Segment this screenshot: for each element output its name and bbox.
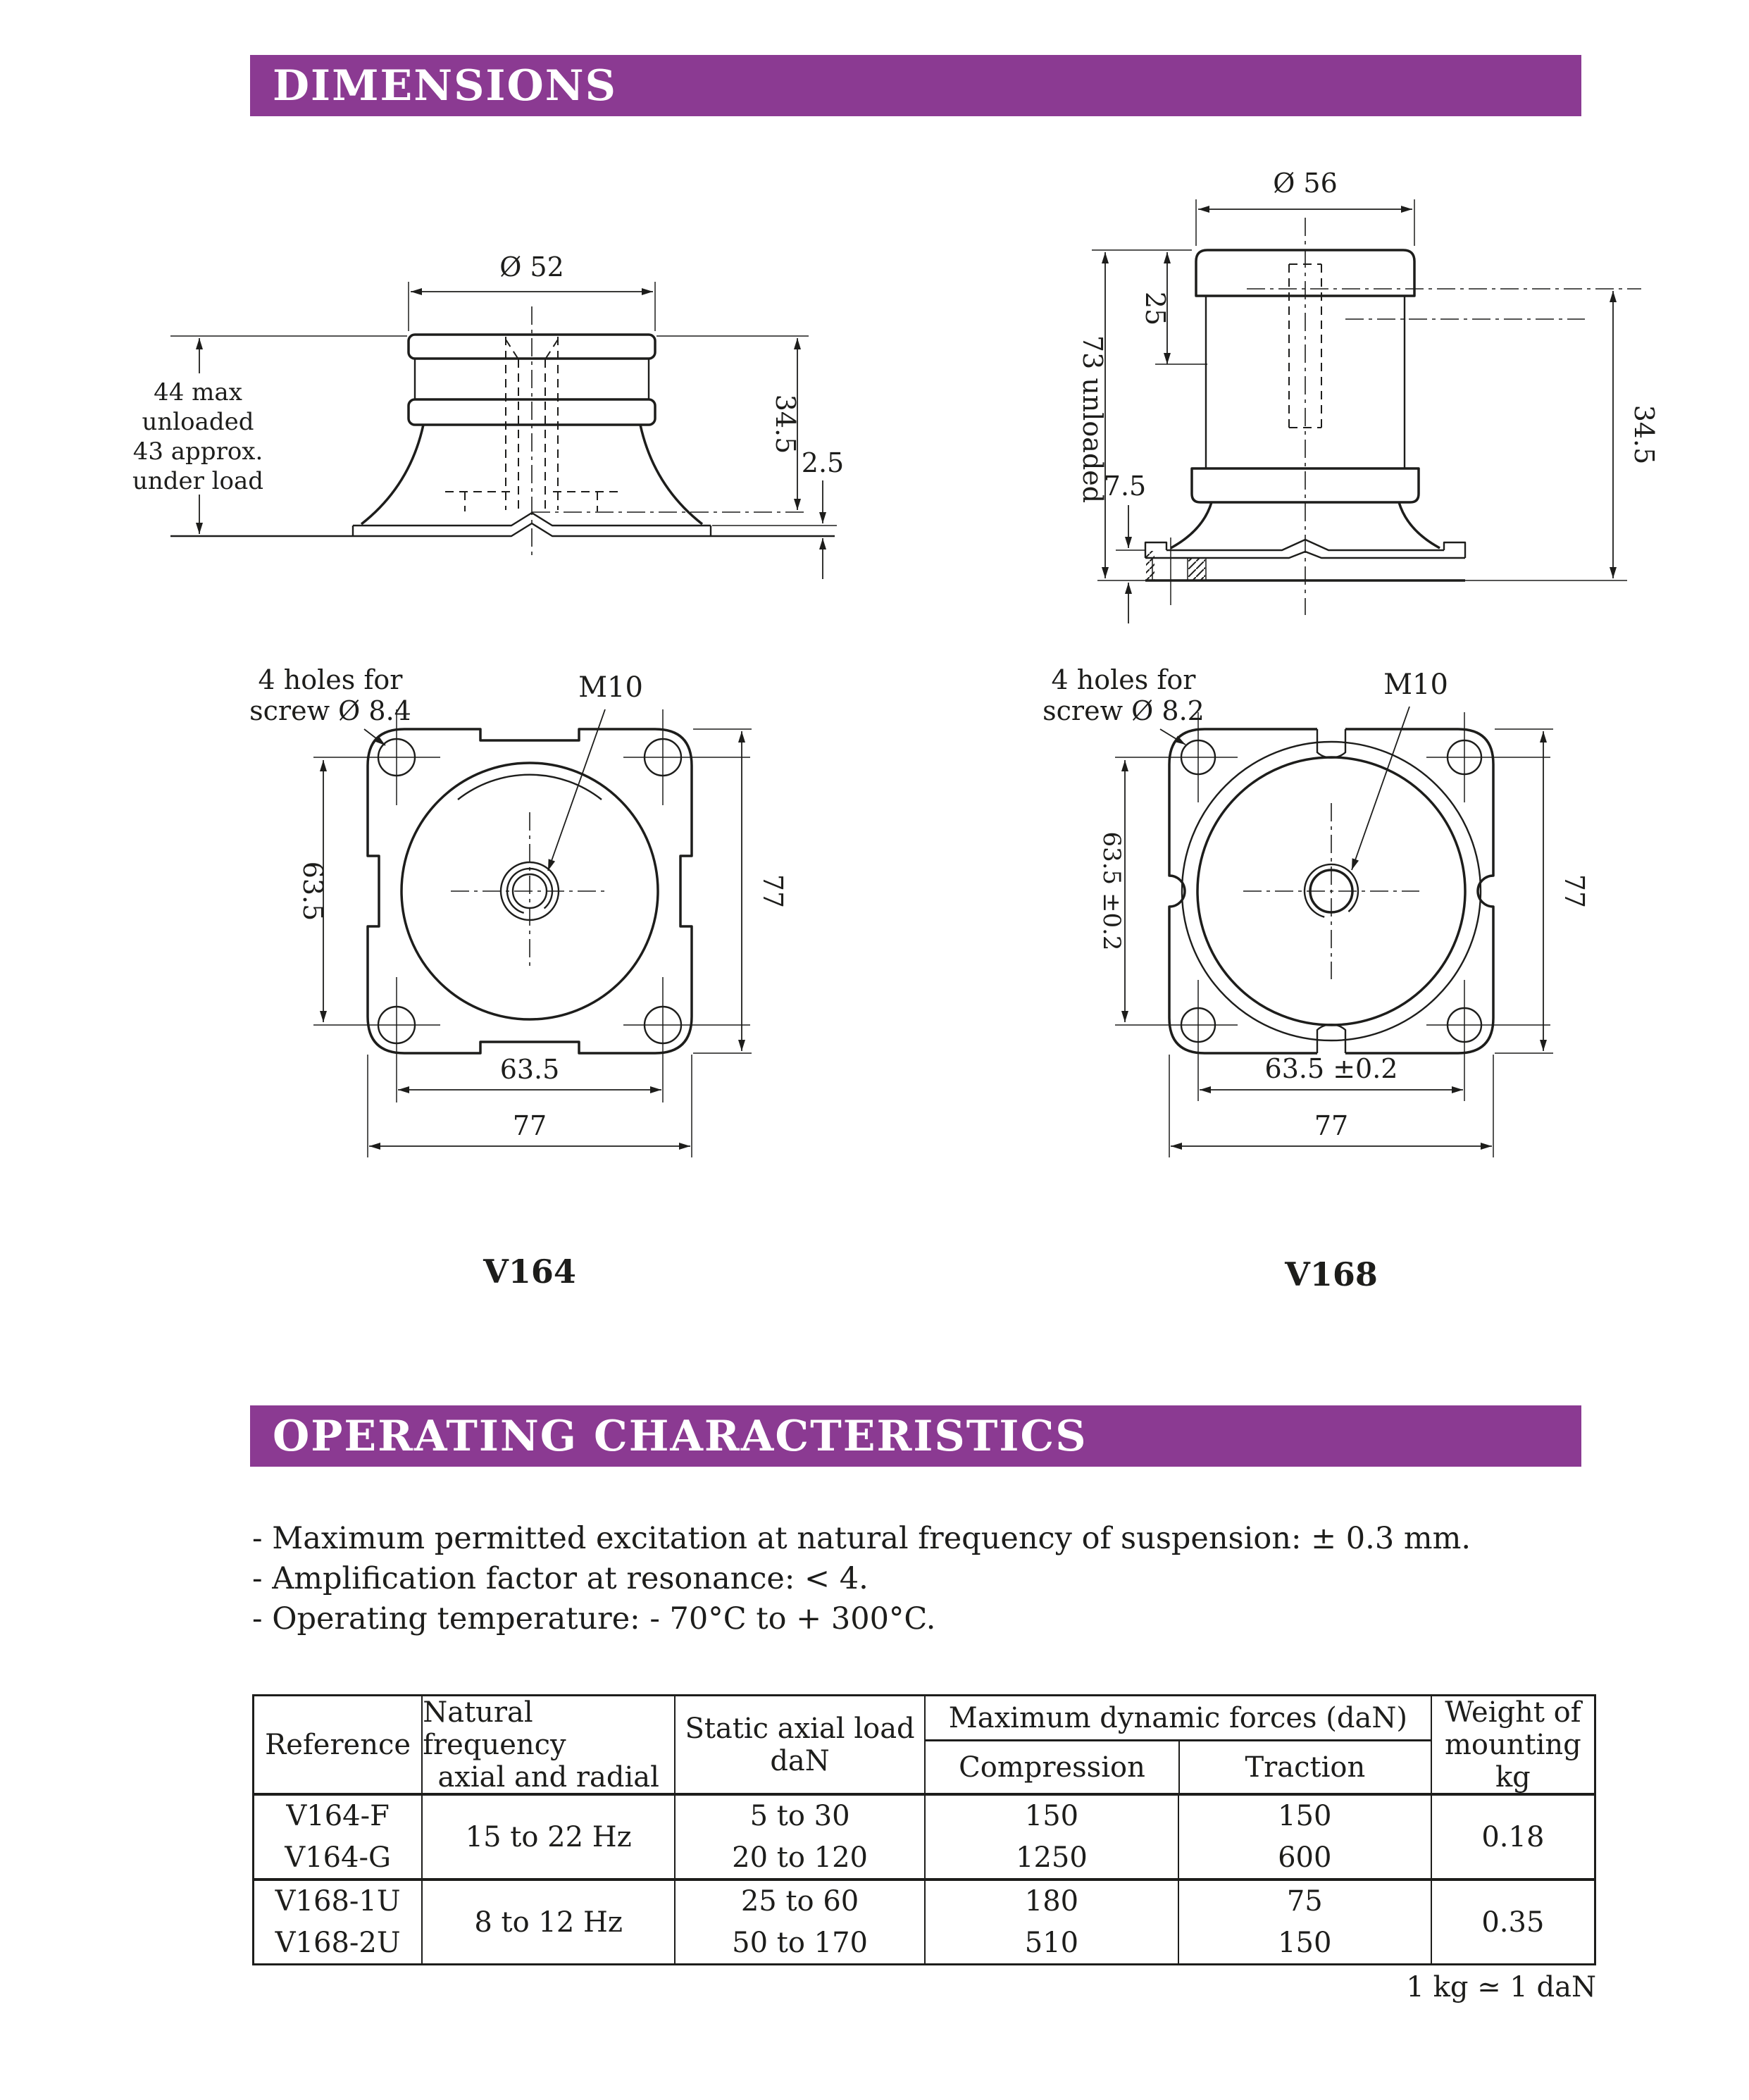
cell-compressions: 150 1250 (926, 1796, 1179, 1878)
note-temperature: - Operating temperature: - 70°C to + 300°C. (252, 1601, 936, 1636)
holes-note-line2: screw Ø 8.2 (1042, 695, 1205, 726)
note-amplification: - Amplification factor at resonance: < 4. (252, 1561, 869, 1596)
dim-pitch-vertical: 63.5 ±0.2 (1097, 831, 1126, 951)
v164-side-drawing (127, 162, 873, 585)
cell-tractions: 75 150 (1179, 1881, 1432, 1963)
header-reference: Reference (254, 1696, 423, 1793)
dim-side-horizontal: 77 (1314, 1110, 1349, 1141)
dim-pitch-horizontal: 63.5 (499, 1054, 560, 1085)
holes-note-line1: 4 holes for (1051, 664, 1196, 695)
unit-footnote: 1 kg ≃ 1 daN (1406, 1971, 1596, 2003)
header-static-load: Static axial load daN (676, 1696, 926, 1793)
header-traction: Traction (1245, 1751, 1366, 1784)
height-note-line4: under load (132, 467, 264, 495)
table-row-v164 (254, 1796, 1594, 1881)
dim-top-section: 25 (1140, 291, 1171, 326)
dim-side-horizontal: 77 (512, 1110, 547, 1141)
cell-weight: 0.18 (1481, 1820, 1545, 1853)
table-row-v168 (254, 1881, 1594, 1963)
dimensions-header: DIMENSIONS (250, 55, 1581, 116)
dim-pitch-horizontal: 63.5 ±0.2 (1264, 1053, 1398, 1084)
caption-v168: V168 (1285, 1255, 1378, 1293)
table-header-row (254, 1696, 1594, 1796)
header-weight: Weight of mounting kg (1444, 1696, 1581, 1794)
dim-side-vertical: 77 (1559, 874, 1590, 909)
dim-diameter: Ø 52 (499, 251, 564, 282)
cell-references: V164-F V164-G (254, 1796, 423, 1878)
height-note-line3: 43 approx. (132, 437, 263, 466)
section-hatch (1188, 559, 1205, 580)
note-excitation: - Maximum permitted excitation at natural frequency of suspension: ± 0.3 mm. (252, 1521, 1471, 1556)
dim-pitch-vertical: 63.5 (297, 861, 328, 921)
header-compression: Compression (926, 1741, 1180, 1793)
cell-frequency: 15 to 22 Hz (423, 1796, 676, 1878)
dim-diameter: Ø 56 (1273, 168, 1338, 199)
v168-side-drawing (979, 159, 1683, 652)
holes-note-line1: 4 holes for (258, 664, 403, 695)
cell-tractions: 150 600 (1179, 1796, 1432, 1878)
operating-header: OPERATING CHARACTERISTICS (250, 1405, 1581, 1467)
cell-static-loads: 5 to 30 20 to 120 (676, 1796, 926, 1878)
cell-weight: 0.35 (1481, 1906, 1545, 1939)
caption-v164: V164 (483, 1253, 576, 1291)
dim-plate-thickness: 2.5 (801, 447, 845, 478)
height-note-line1: 44 max (154, 378, 242, 406)
thread-label: M10 (578, 671, 643, 704)
holes-note-line2: screw Ø 8.4 (249, 695, 411, 726)
cell-compressions: 180 510 (926, 1881, 1179, 1963)
dim-overall-height: 73 unloaded (1077, 335, 1108, 504)
height-note-line2: unloaded (142, 408, 254, 436)
v168-top-drawing (1018, 623, 1624, 1208)
operating-notes (252, 1519, 1562, 1639)
spec-table (252, 1694, 1596, 1965)
cell-frequency: 8 to 12 Hz (423, 1881, 676, 1963)
cell-references: V168-1U V168-2U (254, 1881, 423, 1963)
section-hatch (1146, 551, 1154, 580)
dim-rubber-height: 34.5 (1629, 404, 1660, 465)
dim-side-vertical: 77 (757, 874, 788, 909)
cell-static-loads: 25 to 60 50 to 170 (676, 1881, 926, 1963)
dim-rubber-height: 34.5 (770, 394, 801, 454)
header-dynamic-forces: Maximum dynamic forces (daN) (926, 1696, 1431, 1741)
header-natural-frequency: Natural frequency axial and radial (423, 1696, 676, 1793)
thread-label: M10 (1383, 669, 1448, 701)
dim-base-height: 7.5 (1103, 471, 1147, 502)
v164-top-drawing (216, 623, 822, 1208)
header-dynamic-forces-group (926, 1696, 1432, 1793)
